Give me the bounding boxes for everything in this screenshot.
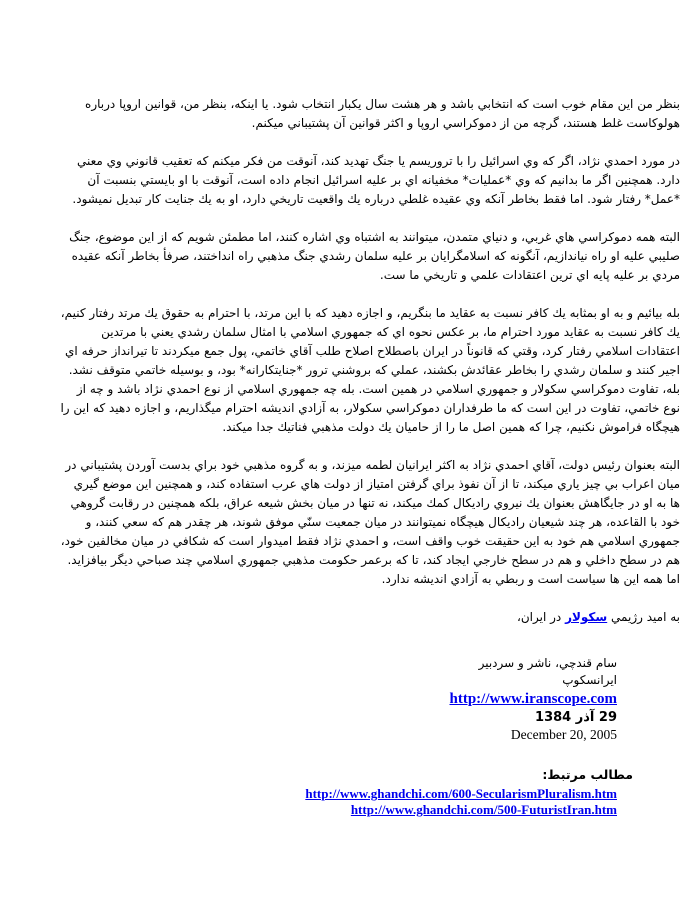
paragraph: در مورد احمدي نژاد، اگر كه وي اسرائيل را با تروريسم يا جنگ تهديد كند، آنوقت من فكر ميكنم كه تعقيب قانوني وي معني دارد. همچنين اگر ما بدانيم كه وي *عمليات* مخفيانه اي بر عليه اسرائيل انجام داده است، آنوقت با او بايستي بنسبت آن *عمل* رفتار شود. اما فقط بخاطر آنكه وي عقيده غلطي درباره يك واقعيت تاريخي دارد، او به يك جنايت كار تبديل نميشود. — [72, 154, 680, 206]
related-link-600[interactable]: http://www.ghandchi.com/600-SecularismPluralism.htm — [305, 786, 617, 801]
related-heading: مطالب مرتبط: — [542, 767, 633, 782]
signoff-text-before: به اميد رژيمي — [607, 610, 680, 624]
signoff-text-after: در ايران، — [516, 610, 566, 624]
article-body — [60, 95, 680, 627]
persian-date: 29 آذر 1384 — [535, 710, 617, 725]
signature-block — [60, 655, 617, 743]
author-line: سام قندچي، ناشر و سردبير — [478, 656, 617, 670]
secular-link[interactable]: سكولار — [565, 610, 608, 624]
publication-name: ايرانسكوپ — [562, 673, 617, 687]
paragraph: بله بيائيم و به او بمثابه يك كافر نسبت به عقايد ما بنگريم، و اجازه دهيد كه با اين مرتد، با احترام به حقوق يك مرتد رفتار كنيم، يك كافر نسبت به عقايد مورد احترام ما، بر عكس نحوه اي كه جمهوري اسلامي با امثال سلمان رشدي يعني با مرتدين اعتقادات اسلامي رفتار كرد، وقتي كه قانوناً در ايران باصطلاح اصلاح طلب آقاي خاتمي، پول جمع ميكردند تا تيرانداز حرفه اي اجير كنند و سلمان رشدي را بخاطر عقائدش بكشند، عملي كه بروشني ترور *جنايتكارانه* بود، و بوسيله خاتمي متوقف نشد. بله، تفاوت دموكراسي سكولار و جمهوري اسلامي در همين است. بله چه جمهوري اسلامي از نوع احمدي نژاد باشد و چه از نوع خاتمي، تفاوت در اين است كه ما طرفداران دموكراسي سكولار، به آزادي انديشه احترام ميگذاريم، و اجازه دهيد كه اين را هيچگاه فراموش نكنيم، چرا كه همين اصل ما را از حاميان يك دولت مذهبي فناتيك جدا ميكند. — [60, 306, 680, 434]
related-section — [60, 765, 680, 818]
iranscope-link[interactable]: http://www.iranscope.com — [449, 691, 617, 707]
paragraph: البته بعنوان رئيس دولت، آقاي احمدي نژاد به اكثر ايرانيان لطمه ميزند، و به گروه مذهبي خود براي بدست آوردن پشتيباني در ميان اعراب بي چيز ياري ميكند، تا از آن نفوذ براي گرفتن امتياز از دولت هاي عرب استفاده كند، و همچنين اين موضع گيري ها به او در جايگاهش بعنوان يك نيروي راديكال كمك ميكند، نه تنها در ميان بخش شيعه عراق، بلكه همچنين در رقابت گروهي خود با القاعده، هر چند شيعيان راديكال هيچگاه نميتوانند در ميان جمعيت سنّي موفق شوند، هر چقدر هم كه سعي كنند، و جمهوري اسلامي هم خود به اين حقيقت خوب واقف است، و احمدي نژاد فقط اميدوار است كه شكافي در ميان مخالفين خود، هم در سطح داخلي و هم در سطح خارجي ايجاد كند، تا كه برعمر حكومت مذهبي جمهوري اسلامي چند صباحي ديگر بيافزايد. اما همه اين ها سياست است و ربطي به آزادي انديشه ندارد. — [60, 458, 680, 586]
related-link-500[interactable]: http://www.ghandchi.com/500-FuturistIran.htm — [350, 802, 617, 817]
paragraph: بنظر من اين مقام خوب است كه انتخابي باشد و هر هشت سال يكبار انتخاب شود. يا اينكه، بنظر من، قوانين اروپا درباره هولوكاست غلط هستند، گرچه من از دموكراسي اروپا و اكثر قوانين آن پشتيباني ميكنم. — [85, 97, 680, 130]
english-date: December 20, 2005 — [510, 727, 617, 742]
signoff-line — [60, 608, 680, 627]
paragraph: البته همه دموكراسي هاي غربي، و دنياي متمدن، ميتوانند به اشتباه وي اشاره كنند، اما مطمئن شويم كه از اين موضوع، جنگ صليبي عليه او راه نياندازيم، آنگونه كه اسلامگرايان بر عليه سلمان رشدي جنگ مذهبي راه انداختند، صرفأ بخاطر آنكه عقيده مردي بر عليه پايه اي ترين اعتقادات علمي و تاريخي ما ست. — [69, 230, 680, 282]
